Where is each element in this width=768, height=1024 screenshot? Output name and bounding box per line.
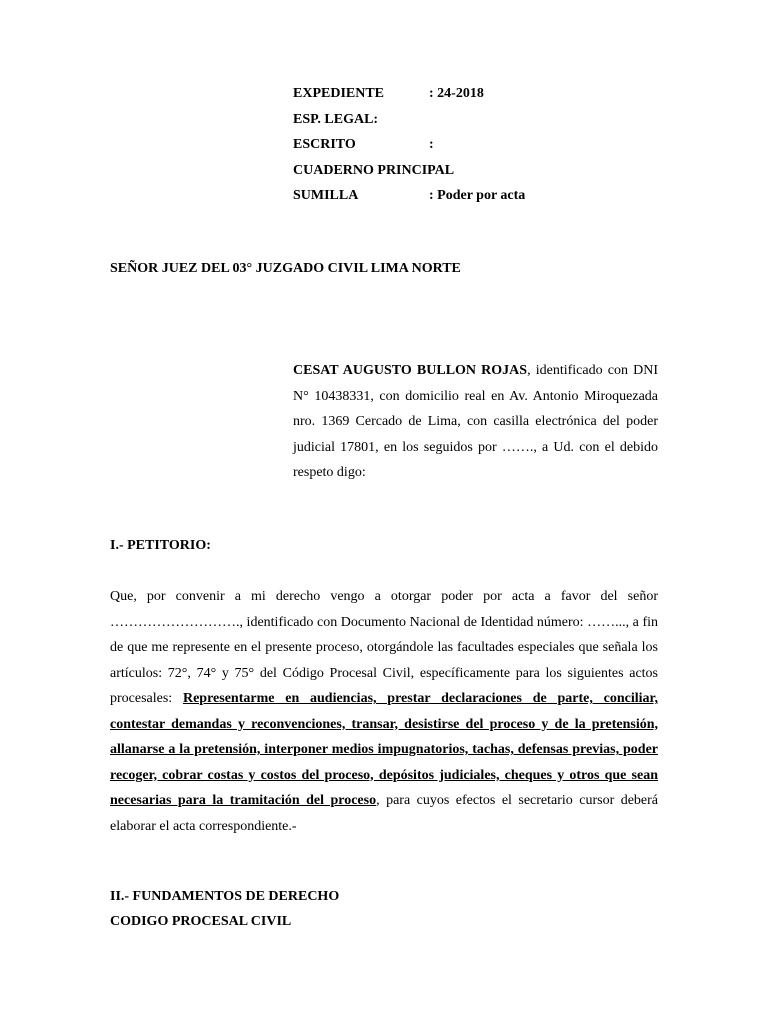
escrito-label: ESCRITO [293,137,356,152]
escrito-value: : [429,137,434,152]
expediente-row [293,84,593,110]
cuaderno-row [293,161,593,187]
cuaderno-label: CUADERNO PRINCIPAL [293,162,455,178]
escrito-row [293,135,593,161]
sumilla-value: : Poder por acta [429,188,526,203]
fundamentos-title: II.- FUNDAMENTOS DE DERECHO [110,889,340,904]
expediente-label: EXPEDIENTE [293,86,385,101]
party-paragraph [293,358,658,486]
petitorio-title: I.- PETITORIO: [110,538,211,553]
case-header [293,84,593,212]
codigo-procesal-civil-title: CODIGO PROCESAL CIVIL [110,914,292,929]
esp-legal-label: ESP. LEGAL: [293,111,379,127]
party-name: CESAT AUGUSTO BULLON ROJAS [293,363,528,378]
party-text: , identificado con DNI N° 10438331, con domicilio real en Av. Antonio Miroquezada nro. 1369 Cercado de Lima, con casilla electrónica del poder judicial 17801, en los seguidos por ……., a Ud. con el debido respeto digo: [293,363,658,480]
petitorio-paragraph [110,584,658,839]
petitorio-underlined-text: Representarme en audiencias, prestar declaraciones de parte, conciliar, contestar demandas y reconvenciones, transar, desistirse del proceso y de la pretensión, allanarse a la pretensión, interponer medios impugnatorios, tachas, defensas previas, poder recoger, cobrar costas y costos del proceso, depósitos judiciales, cheques y otros que sean necesarias para la tramitación del proceso [110,691,658,808]
petitorio-text-after: , para cuyos efectos el secretario cursor deberá elaborar el acta correspondiente.- [110,793,659,834]
esp-legal-row [293,110,593,136]
sumilla-row [293,186,593,212]
expediente-value: : 24-2018 [429,86,484,101]
petitorio-text-before: Que, por convenir a mi derecho vengo a otorgar poder por acta a favor del señor ………………………., identificado con Documento Nacional de Identidad número: ……..., a fin de que me represente en el presente proceso, otorgándole las facultades especiales que señala los artículos: 72°, 74° y 75° del Código Procesal Civil, específicamente para los siguientes actos procesales: [110,589,658,706]
addressee-heading: SEÑOR JUEZ DEL 03° JUZGADO CIVIL LIMA NORTE [110,261,461,276]
sumilla-label: SUMILLA [293,188,359,203]
